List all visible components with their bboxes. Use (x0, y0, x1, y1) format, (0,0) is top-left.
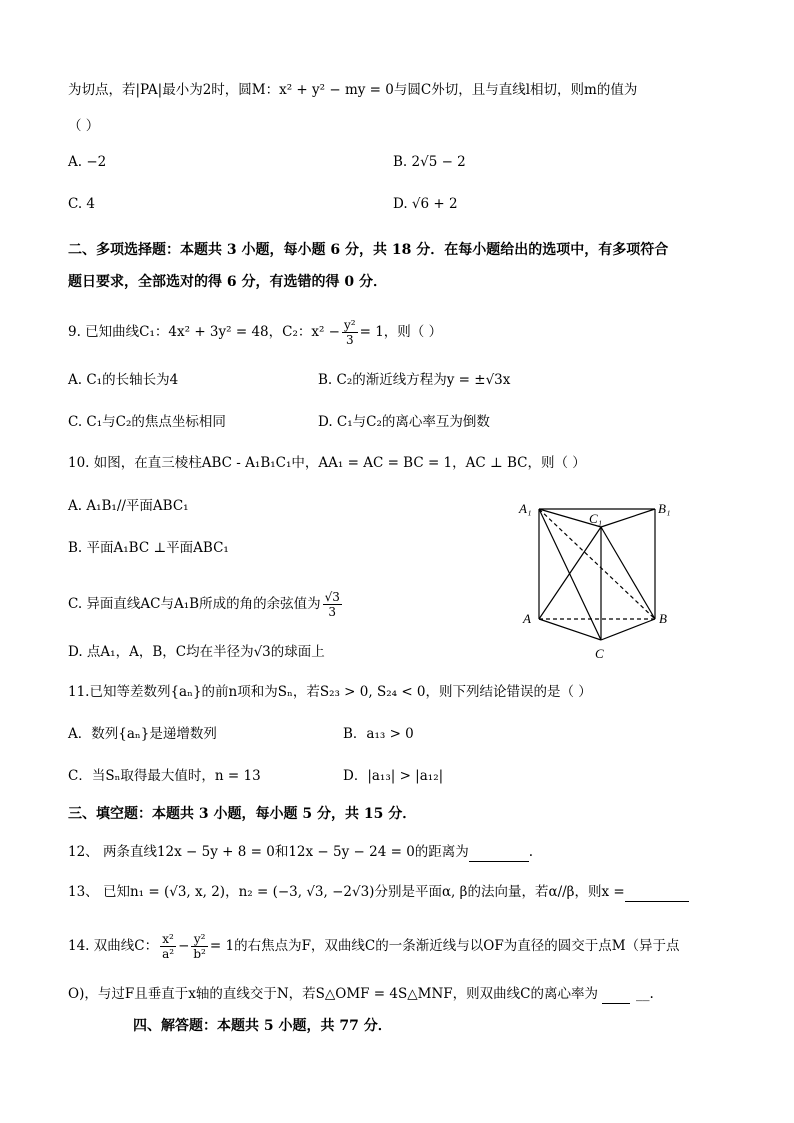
q10-option-a: A. A₁B₁//平面ABC₁ (68, 498, 189, 514)
q9-number: 9. 已知曲线 (68, 324, 140, 340)
q11-option-b: B．a₁₃ > 0 (343, 726, 414, 742)
q9-option-d: D. C₁与C₂的离心率互为倒数 (318, 414, 490, 430)
q13-answer-blank[interactable] (625, 885, 689, 902)
q8-option-d: D. √6 + 2 (393, 196, 458, 212)
q12-text: 12、 两条直线12x − 5y + 8 = 0和12x − 5y − 24 = 0的距离为 (68, 844, 469, 860)
q14-fraction-x: $\frac{\text{x²}}{\text{a²}}$ (162, 932, 175, 961)
diag-a-c1 (539, 527, 601, 619)
section-2-heading: 二、多项选择题：本题共 3 小题，每小题 6 分，共 18 分．在每小题给出的选项中，有多项符合 (68, 242, 669, 258)
q14-pre: 14. 双曲线C： (68, 938, 159, 954)
q8-option-a: A. −2 (68, 154, 107, 170)
section-4-heading: 四、解答题：本题共 5 小题，共 77 分． (133, 1018, 392, 1034)
q10-stem: 10. 如图，在直三棱柱ABC - A₁B₁C₁中，AA₁ = AC = BC = 1，AC ⊥ BC，则（ ） (68, 455, 586, 471)
label-c1: C₁ (589, 511, 603, 526)
diag-c1-b (601, 527, 655, 619)
edge-a-c (539, 619, 601, 640)
label-a1: A₁ (519, 501, 532, 516)
q14-post: = 1的右焦点为F，双曲线C的一条渐近线与以OF为直径的圆交于点M（异于点 (209, 938, 680, 954)
q14-fraction-y: $\frac{\text{y²}}{\text{b²}}$ (193, 932, 206, 961)
q9-option-a: A. C₁的长轴长为4 (68, 372, 179, 388)
q10-option-c (68, 590, 344, 619)
q9-fraction: $\frac{\text{y²}}{3}$ (344, 318, 356, 347)
section-3-heading: 三、填空题：本题共 3 小题，每小题 5 分，共 15 分． (68, 806, 417, 822)
q9-c2-post: = 1，则（ ） (359, 324, 443, 340)
q13-text: 13、 已知n₁ = (√3, x, 2)，n₂ = (−3, √3, −2√3)分别是平面α, β的法向量，若α//β，则x = (68, 884, 625, 900)
q8-paren: （ ） (68, 118, 100, 134)
q14-minus: − (178, 938, 190, 954)
q10-option-d: D. 点A₁，A，B，C均在半径为√3的球面上 (68, 644, 325, 660)
q14-answer-blank[interactable] (602, 987, 630, 1004)
edge-c-b (601, 619, 655, 640)
q9-option-c: C. C₁与C₂的焦点坐标相同 (68, 414, 226, 430)
q14-tail: __. (635, 986, 654, 1002)
label-c: C (595, 646, 604, 661)
q13 (68, 882, 689, 902)
diag-a1-c (539, 509, 601, 640)
q10-option-b: B. 平面A₁BC ⊥平面ABC₁ (68, 540, 229, 556)
q14-line2 (68, 984, 654, 1004)
label-b: B (659, 611, 667, 626)
q9-option-b: B. C₂的渐近线方程为y = ±√3x (318, 372, 511, 388)
label-b1: B₁ (658, 501, 671, 516)
q14-line2-text: O)，与过F且垂直于x轴的直线交于N，若S△OMF = 4S△MNF，则双曲线C的离心率为 (68, 986, 598, 1002)
q12 (68, 842, 533, 862)
q9-stem (68, 318, 442, 347)
q11-stem: 11.已知等差数列{aₙ}的前n项和为Sₙ，若S₂₃ > 0, S₂₄ < 0，则下列结论错误的是（ ） (68, 684, 592, 700)
q11-option-a: A．数列{aₙ}是递增数列 (68, 726, 217, 742)
edge-c1-b1 (601, 509, 655, 527)
q10-option-c-text: C. 异面直线AC与A₁B所成的角的余弦值为 (68, 596, 321, 612)
q11-option-d: D．|a₁₃| > |a₁₂| (343, 768, 444, 784)
q9-c2-pre: C₂：x² − (282, 324, 340, 340)
q8-option-c: C. 4 (68, 196, 96, 212)
q8-option-b: B. 2√5 − 2 (393, 154, 466, 170)
q10-option-c-fraction: $\frac{√3}{3}$ (324, 590, 340, 619)
q9-c1: C₁：4x² + 3y² = 48， (139, 324, 283, 340)
q11-option-c: C．当Sₙ取得最大值时，n = 13 (68, 768, 261, 784)
q12-answer-blank[interactable] (469, 845, 529, 862)
prism-figure (513, 495, 673, 665)
q8-stem: 为切点，若|PA|最小为2时，圆M：x² + y² − my = 0与圆C外切，且与直线l相切，则m的值为 (68, 82, 638, 98)
section-2-heading-cont: 题日要求，全部选对的得 6 分，有选错的得 0 分． (68, 274, 387, 290)
label-a: A (523, 611, 531, 626)
q14-line1 (68, 932, 680, 961)
q12-tail: . (528, 844, 534, 860)
